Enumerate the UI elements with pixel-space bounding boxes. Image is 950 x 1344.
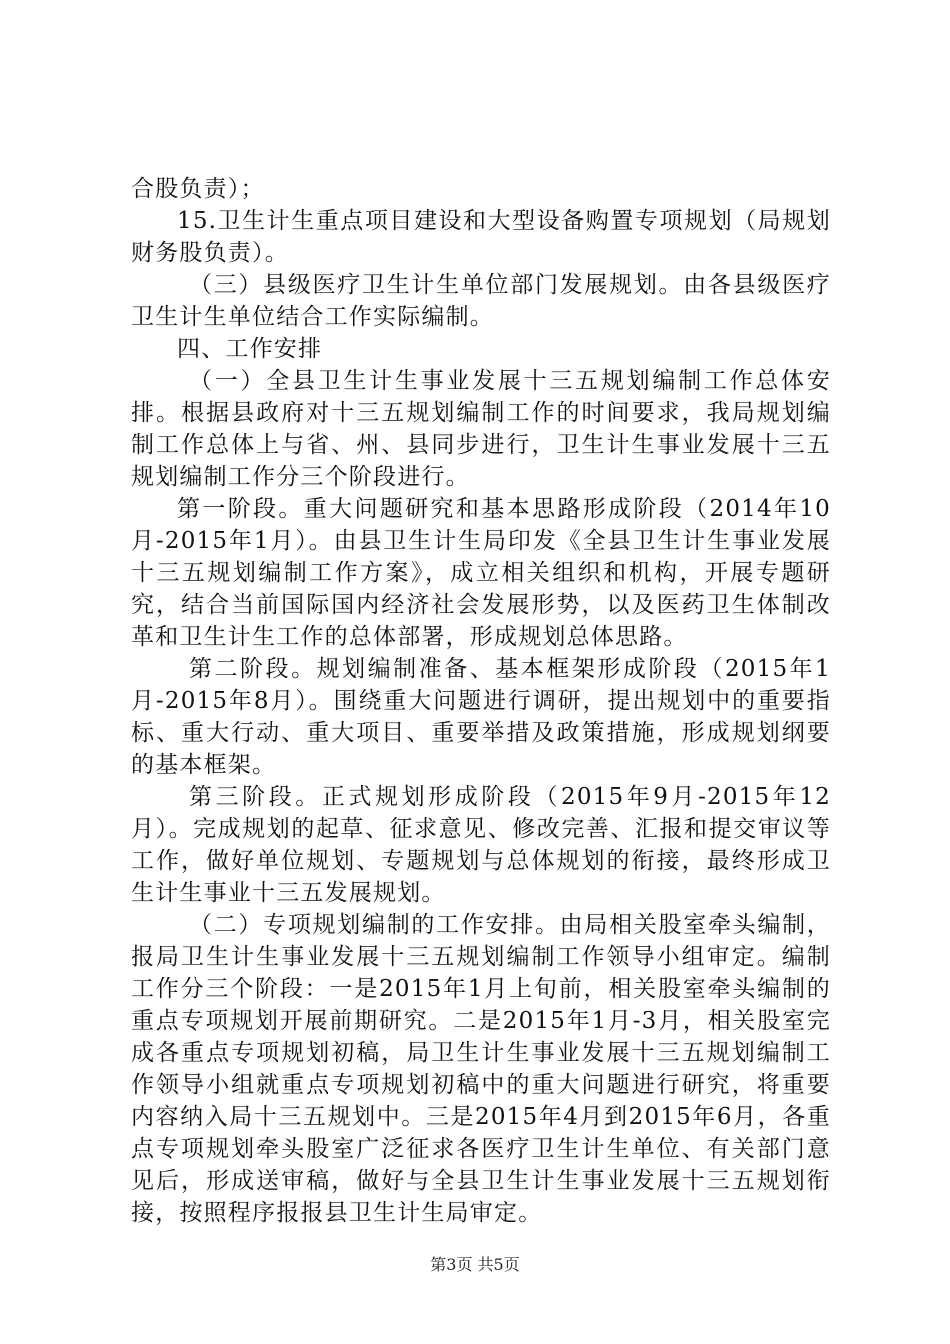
paragraph-5: （一）全县卫生计生事业发展十三五规划编制工作总体安排。根据县政府对十三五规划编制工作的时间要求，我局规划编制工作总体上与省、州、县同步进行，卫生计生事业发展十三五规划编制工作分三个阶段进行。: [131, 368, 831, 490]
paragraph-3: （三）县级医疗卫生计生单位部门发展规划。由各县级医疗卫生计生单位结合工作实际编制。: [131, 272, 831, 330]
section-heading: 四、工作安排: [177, 336, 323, 362]
paragraph-6: 第一阶段。重大问题研究和基本思路形成阶段（2014年10月-2015年1月）。由县卫生计生局印发《全县卫生计生事业发展十三五规划编制工作方案》，成立相关组织和机构，开展专题研究，结合当前国际国内经济社会发展形势，以及医药卫生体制改革和卫生计生工作的总体部署，形成规划总体思路。: [131, 496, 831, 650]
paragraph-9: （二）专项规划编制的工作安排。由局相关股室牵头编制，报局卫生计生事业发展十三五规划编制工作领导小组审定。编制工作分三个阶段：一是2015年1月上旬前，相关股室牵头编制的重点专项规划开展前期研究。二是2015年1月-3月，相关股室完成各重点专项规划初稿，局卫生计生事业发展十三五规划编制工作领导小组就重点专项规划初稿中的重大问题进行研究，将重要内容纳入局十三五规划中。三是2015年4月到2015年6月，各重点专项规划牵头股室广泛征求各医疗卫生计生单位、有关部门意见后，形成送审稿，做好与全县卫生计生事业发展十三五规划衔接，按照程序报报县卫生计生局审定。: [131, 912, 831, 1226]
paragraph-1: 合股负责）；: [131, 176, 265, 202]
paragraph-8: 第三阶段。正式规划形成阶段（2015年9月-2015年12月）。完成规划的起草、征求意见、修改完善、汇报和提交审议等工作，做好单位规划、专题规划与总体规划的衔接，最终形成卫生计生事业十三五发展规划。: [131, 784, 831, 906]
document-body: [131, 173, 831, 1229]
paragraph-7: 第二阶段。规划编制准备、基本框架形成阶段（2015年1月-2015年8月）。围绕重大问题进行调研，提出规划中的重要指标、重大行动、重大项目、重要举措及政策措施，形成规划纲要的基本框架。: [131, 656, 831, 778]
paragraph-2: 15.卫生计生重点项目建设和大型设备购置专项规划（局规划财务股负责）。: [131, 208, 831, 266]
page-footer: 第3页 共5页: [430, 1255, 520, 1274]
